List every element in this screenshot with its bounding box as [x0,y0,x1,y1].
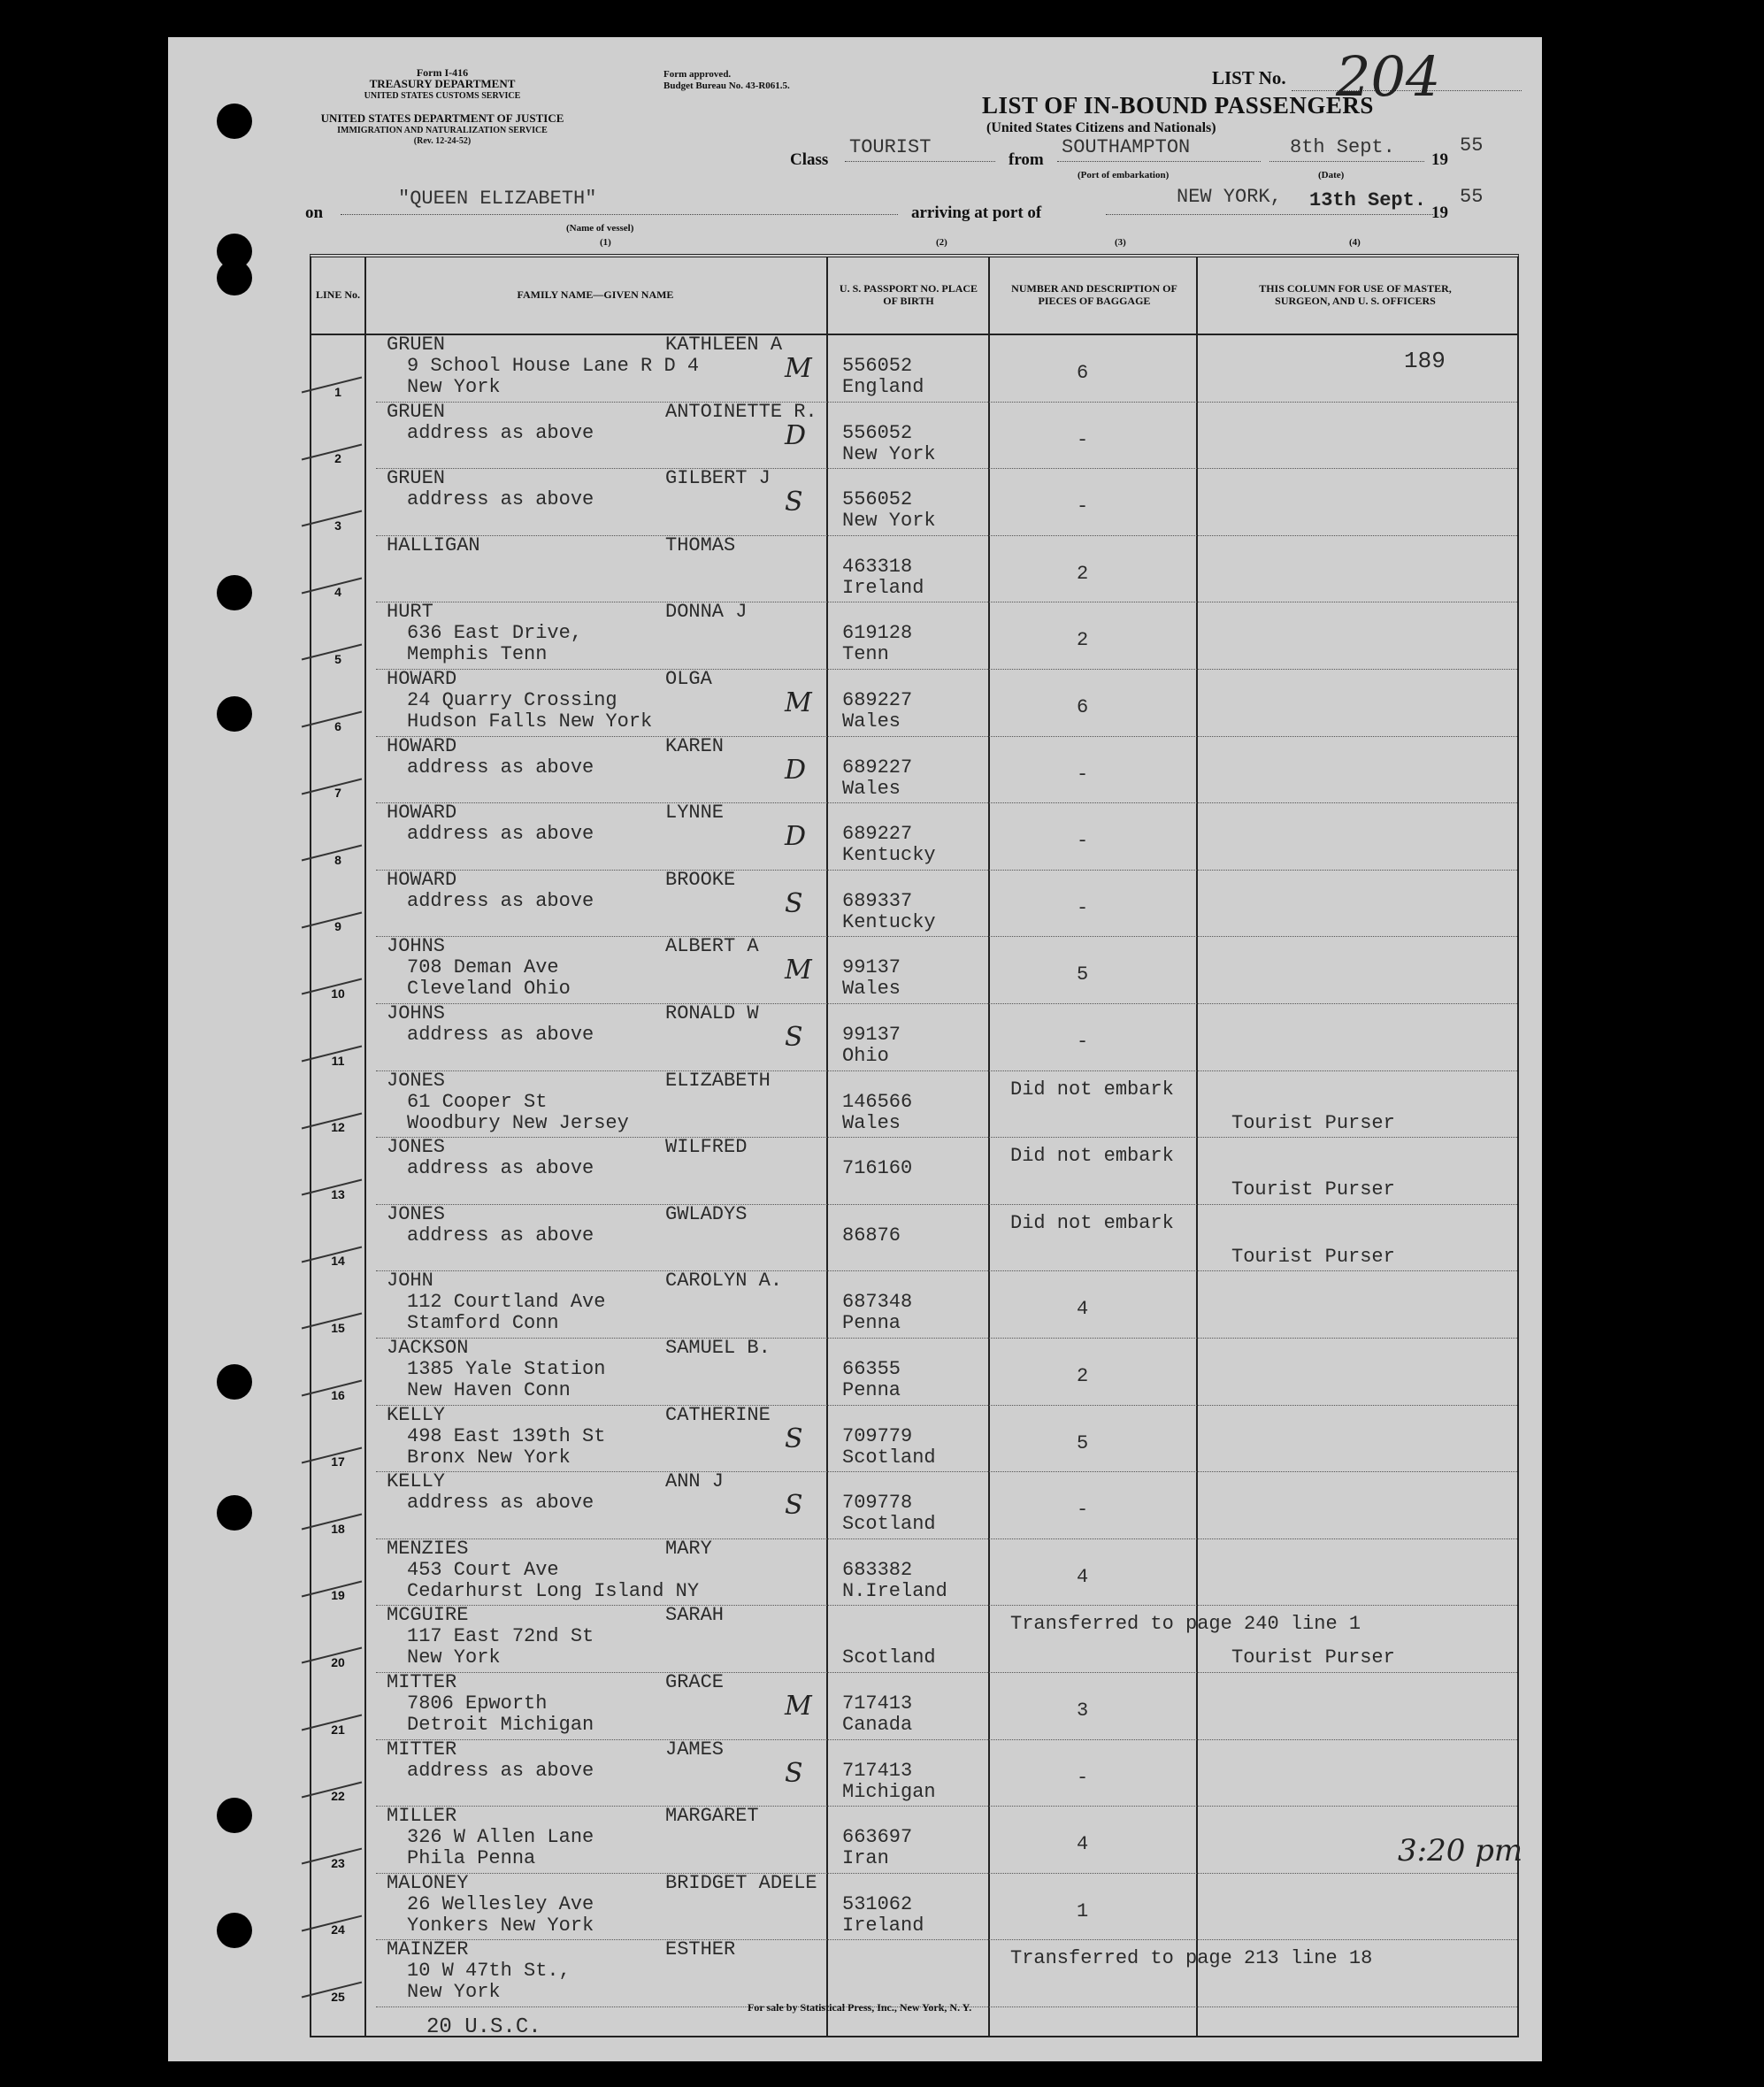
col-num-3: (3) [1115,237,1126,248]
manifest-page [168,37,1542,2061]
family-name: MCGUIRE [387,1604,469,1627]
budget-bureau: Budget Bureau No. 43-R061.5. [663,81,790,91]
address-line-2: New York [407,1981,501,2004]
family-name: MENZIES [387,1537,469,1560]
address-line-2: New York [407,376,501,398]
class-label: Class [790,150,829,169]
given-name: MARGARET [665,1805,759,1828]
col-num-2: (2) [936,237,947,248]
from-value: SOUTHAMPTON [1062,136,1191,158]
family-name: HOWARD [387,734,457,757]
family-name: GRUEN [387,467,446,490]
address-line-1: address as above [407,1224,594,1247]
address-line-1: 498 East 139th St [407,1424,606,1447]
line-number: 14 [331,1254,345,1269]
punch-hole [217,575,252,610]
relationship-mark: S [785,1423,803,1454]
baggage-count: 1 [1077,1899,1089,1922]
address-line-2: Hudson Falls New York [407,710,653,733]
table-row [311,803,1517,871]
class-value: TOURIST [849,136,932,158]
on-label: on [305,203,324,222]
passport-number: 683382 [842,1558,913,1581]
given-name: OLGA [665,668,712,690]
table-row [311,1606,1517,1673]
family-name: MITTER [387,1671,457,1693]
table-row [311,1673,1517,1740]
address-line-2: Detroit Michigan [407,1714,594,1736]
passport-number: 86876 [842,1224,901,1247]
table-row [311,1403,1517,1473]
passport-number: 716160 [842,1157,913,1180]
officer-note-2: Tourist Purser [1231,1178,1395,1201]
line-number: 6 [334,718,341,733]
line-number: 21 [331,1722,345,1737]
line-number: 15 [331,1320,345,1335]
line-number: 13 [331,1186,345,1201]
given-name: GRACE [665,1671,725,1693]
line-number: 11 [331,1053,345,1068]
address-line-1: 7806 Epworth [407,1692,548,1715]
header-officers: THIS COLUMN FOR USE OF MASTER, SURGEON, AND U. S. OFFICERS [1259,282,1452,307]
list-number: 204 [1336,44,1441,109]
place-of-birth: England [842,376,924,398]
passport-number: 717413 [842,1759,913,1782]
place-of-birth: New York [842,510,936,533]
table-row [311,1071,1517,1139]
given-name: BRIDGET ADELE [665,1871,817,1894]
relationship-mark: S [785,487,803,518]
relationship-mark: S [785,1022,803,1053]
given-name: ANN J [665,1470,725,1493]
header-line-no: LINE No. [315,288,360,301]
line-number: 4 [334,585,341,600]
family-name: KELLY [387,1403,446,1426]
address-line-1: address as above [407,1024,594,1046]
place-of-birth: Wales [842,777,901,800]
line-number: 8 [334,852,341,867]
given-name: CAROLYN A. [665,1270,783,1293]
passport-number: 66355 [842,1358,901,1380]
line-number: 3 [334,518,341,533]
embark-date: 8th Sept. [1290,136,1395,158]
address-line-1: address as above [407,823,594,846]
address-line-2: Cedarhurst Long Island NY [407,1579,700,1602]
passport-number: 619128 [842,622,913,645]
passport-number: 709778 [842,1492,913,1515]
passport-number: 663697 [842,1826,913,1849]
line-number: 20 [331,1654,345,1669]
place-of-birth: Scotland [842,1513,936,1536]
family-name: MILLER [387,1805,457,1828]
place-of-birth: Michigan [842,1780,936,1803]
line-number: 1 [334,384,341,399]
col-num-1: (1) [600,237,611,248]
place-of-birth: N.Ireland [842,1579,947,1602]
passport-number: 99137 [842,1024,901,1046]
given-name: MARY [665,1537,712,1560]
address-line-1: 24 Quarry Crossing [407,689,617,711]
officer-note-2: Tourist Purser [1231,1245,1395,1268]
table-row [311,1138,1517,1205]
officer-note: Transferred to page 213 line 18 [1010,1947,1373,1970]
punch-hole [217,260,252,295]
baggage-count: 4 [1077,1833,1089,1856]
place-of-birth: Wales [842,710,901,733]
given-name: GWLADYS [665,1202,748,1225]
address-line-1: address as above [407,421,594,444]
date-caption: (Date) [1318,170,1345,180]
printer-footer: For sale by Statistical Press, Inc., New York, N. Y. [748,2001,972,2014]
passport-number: 556052 [842,355,913,377]
address-line-1: 1385 Yale Station [407,1358,606,1380]
table-row [311,1472,1517,1539]
given-name: ELIZABETH [665,1069,771,1092]
form-approved: Form approved. [663,69,732,80]
given-name: SAMUEL B. [665,1337,771,1359]
header-passport: U. S. PASSPORT NO. PLACE OF BIRTH [839,282,978,307]
passenger-table [310,254,1519,2037]
passport-number: 689227 [842,689,913,711]
address-line-2: Stamford Conn [407,1312,559,1335]
year-prefix: 19 [1431,150,1448,169]
given-name: JAMES [665,1738,725,1761]
given-name: LYNNE [665,802,725,825]
passport-number: 531062 [842,1892,913,1915]
family-name: GRUEN [387,334,446,356]
passport-number: 709779 [842,1424,913,1447]
baggage-count: - [1077,1031,1089,1053]
header-baggage: NUMBER AND DESCRIPTION OF PIECES OF BAGGAGE [1011,282,1177,307]
given-name: SARAH [665,1604,725,1627]
place-of-birth: Penna [842,1379,901,1401]
line-number: 16 [331,1387,345,1402]
line-number: 23 [331,1855,345,1870]
treasury-dept: TREASURY DEPARTMENT [369,77,516,90]
officer-note: 189 [1404,348,1446,374]
address-line-1: 10 W 47th St., [407,1960,571,1983]
family-name: MITTER [387,1738,457,1761]
revision: (Rev. 12-24-52) [413,136,472,146]
family-name: KELLY [387,1470,446,1493]
address-line-1: address as above [407,889,594,912]
given-name: THOMAS [665,533,736,556]
table-row [311,400,1517,470]
family-name: MALONEY [387,1871,469,1894]
passport-number: 689337 [842,889,913,912]
family-name: JOHNS [387,935,446,958]
address-line-1: 453 Court Ave [407,1558,559,1581]
arrival-port: NEW YORK, [1177,186,1282,208]
table-row [311,1271,1517,1339]
place-of-birth: Ireland [842,1914,924,1937]
address-line-1: 117 East 72nd St [407,1625,594,1648]
line-number: 22 [331,1789,345,1804]
family-name: MAINZER [387,1938,469,1961]
justice-dept: UNITED STATES DEPARTMENT OF JUSTICE [320,111,564,125]
table-row [311,1740,1517,1807]
passport-number: 146566 [842,1090,913,1113]
baggage-count: - [1077,1766,1089,1789]
passport-number: 99137 [842,956,901,979]
place-of-birth: Kentucky [842,844,936,867]
family-name: JONES [387,1136,446,1159]
embark-year: 55 [1460,134,1484,157]
relationship-mark: D [785,754,807,786]
form-subtitle: (United States Citizens and Nationals) [986,120,1216,135]
table-row [311,670,1517,737]
family-name: HURT [387,601,433,624]
place-of-birth: New York [842,442,936,465]
punch-hole [217,1913,252,1948]
table-row [311,1202,1517,1272]
address-line-1: address as above [407,1157,594,1180]
table-row [311,469,1517,536]
arrival-line [1106,214,1433,215]
place-of-birth: Wales [842,1111,901,1134]
baggage-count: - [1077,428,1089,451]
table-row [311,335,1517,403]
passport-number: 717413 [842,1692,913,1715]
address-line-1: 636 East Drive, [407,622,583,645]
place-of-birth: Canada [842,1714,913,1736]
baggage-count: - [1077,495,1089,518]
baggage-count: - [1077,763,1089,786]
address-line-2: Woodbury New Jersey [407,1111,629,1134]
given-name: KATHLEEN A [665,334,783,356]
customs-service: UNITED STATES CUSTOMS SERVICE [364,91,521,101]
officer-note-2: Tourist Purser [1231,1111,1395,1134]
family-name: JACKSON [387,1337,469,1359]
officer-note: Did not embark [1010,1145,1174,1168]
passport-number: 687348 [842,1291,913,1314]
arriving-label: arriving at port of [911,203,1042,222]
officer-note: Did not embark [1010,1078,1174,1101]
address-line-1: 112 Courtland Ave [407,1291,606,1314]
table-row [311,1339,1517,1406]
table-row [311,868,1517,938]
line-number: 2 [334,451,341,466]
address-line-1: 708 Deman Ave [407,956,559,979]
punch-hole [217,1495,252,1531]
given-name: DONNA J [665,601,748,624]
baggage-count: 2 [1077,1365,1089,1387]
baggage-count: 4 [1077,1565,1089,1588]
table-row [311,1539,1517,1607]
arrival-year: 55 [1460,186,1484,208]
place-of-birth: Tenn [842,643,889,666]
form-title: LIST OF IN-BOUND PASSENGERS [982,92,1374,119]
baggage-count: 6 [1077,696,1089,718]
given-name: KAREN [665,734,725,757]
place-of-birth: Scotland [842,1646,936,1669]
family-name: JOHNS [387,1002,446,1024]
punch-hole [217,1364,252,1400]
passport-number: 556052 [842,488,913,511]
baggage-count: - [1077,1499,1089,1522]
handwritten-time: 3:20 pm [1398,1833,1523,1868]
table-row [311,1807,1517,1874]
table-row [311,533,1517,603]
from-label: from [1009,150,1044,169]
address-line-1: 326 W Allen Lane [407,1826,594,1849]
address-line-1: address as above [407,1759,594,1782]
relationship-mark: S [785,887,803,919]
relationship-mark: M [785,687,812,718]
family-name: JONES [387,1202,446,1225]
passport-number: 689227 [842,823,913,846]
relationship-mark: D [785,821,807,853]
place-of-birth: Penna [842,1312,901,1335]
relationship-mark: M [785,955,812,986]
given-name: ALBERT A [665,935,759,958]
vessel-caption: (Name of vessel) [566,223,634,234]
address-line-1: address as above [407,756,594,779]
table-row [311,602,1517,670]
relationship-mark: S [785,1490,803,1522]
line-number: 25 [331,1989,345,2004]
baggage-count: 6 [1077,362,1089,384]
port-caption: (Port of embarkation) [1078,170,1170,180]
col-num-4: (4) [1349,237,1361,248]
address-line-2: New York [407,1646,501,1669]
line-number: 12 [331,1120,345,1135]
arrival-year-prefix: 19 [1431,203,1448,222]
passport-number: 689227 [842,756,913,779]
place-of-birth: Iran [842,1847,889,1870]
officer-note: Transferred to page 240 line 1 [1010,1613,1361,1636]
line-number: 5 [334,651,341,666]
punch-hole [217,696,252,732]
table-row [311,1004,1517,1071]
table-row [311,1871,1517,1941]
address-line-1: address as above [407,488,594,511]
family-name: GRUEN [387,400,446,423]
vessel-line [341,214,898,215]
punch-hole [217,1798,252,1833]
date-line [1269,161,1424,162]
from-line [1057,161,1261,162]
place-of-birth: Kentucky [842,910,936,933]
given-name: RONALD W [665,1002,759,1024]
vessel-name: "QUEEN ELIZABETH" [398,188,597,210]
given-name: GILBERT J [665,467,771,490]
relationship-mark: S [785,1757,803,1789]
address-line-2: Yonkers New York [407,1914,594,1937]
table-row [311,734,1517,804]
place-of-birth: Scotland [842,1446,936,1469]
baggage-count: - [1077,830,1089,853]
baggage-count: 3 [1077,1700,1089,1722]
place-of-birth: Ireland [842,576,924,599]
usc-note: 20 U.S.C. [426,2015,541,2039]
address-line-2: New Haven Conn [407,1379,571,1401]
list-no-label: LIST No. [1212,67,1286,88]
baggage-count: 2 [1077,629,1089,652]
address-line-1: address as above [407,1492,594,1515]
ins-service: IMMIGRATION AND NATURALIZATION SERVICE [337,126,548,135]
line-number: 17 [331,1454,345,1469]
officer-note-2: Tourist Purser [1231,1646,1395,1669]
line-number: 10 [331,986,345,1001]
address-line-2: Cleveland Ohio [407,978,571,1001]
address-line-1: 61 Cooper St [407,1090,548,1113]
passport-number: 463318 [842,555,913,578]
line-number: 24 [331,1922,345,1937]
address-line-2: Phila Penna [407,1847,536,1870]
address-line-1: 9 School House Lane R D 4 [407,355,700,377]
place-of-birth: Ohio [842,1045,889,1067]
given-name: WILFRED [665,1136,748,1159]
family-name: HOWARD [387,802,457,825]
line-number: 7 [334,786,341,801]
place-of-birth: Wales [842,978,901,1001]
family-name: HOWARD [387,868,457,891]
baggage-count: 4 [1077,1298,1089,1321]
given-name: ANTOINETTE R. [665,400,817,423]
baggage-count: 2 [1077,562,1089,585]
class-line [845,161,995,162]
officer-note: Did not embark [1010,1211,1174,1234]
header-name: FAMILY NAME—GIVEN NAME [517,288,674,301]
form-number: Form I-416 [416,66,469,79]
family-name: HOWARD [387,668,457,690]
family-name: HALLIGAN [387,533,480,556]
relationship-mark: M [785,1691,812,1722]
table-row [311,1940,1517,2007]
given-name: ESTHER [665,1938,736,1961]
address-line-2: Bronx New York [407,1446,571,1469]
table-row [311,937,1517,1004]
given-name: BROOKE [665,868,736,891]
address-line-2: Memphis Tenn [407,643,548,666]
relationship-mark: D [785,419,807,451]
line-number: 18 [331,1521,345,1536]
baggage-count: 5 [1077,963,1089,986]
given-name: CATHERINE [665,1403,771,1426]
family-name: JONES [387,1069,446,1092]
punch-hole [217,104,252,139]
baggage-count: 5 [1077,1431,1089,1454]
line-number: 9 [334,919,341,934]
arrival-date: 13th Sept. [1309,189,1427,211]
family-name: JOHN [387,1270,433,1293]
passport-number: 556052 [842,421,913,444]
relationship-mark: M [785,353,812,384]
address-line-1: 26 Wellesley Ave [407,1892,594,1915]
line-number: 19 [331,1588,345,1603]
baggage-count: - [1077,896,1089,919]
